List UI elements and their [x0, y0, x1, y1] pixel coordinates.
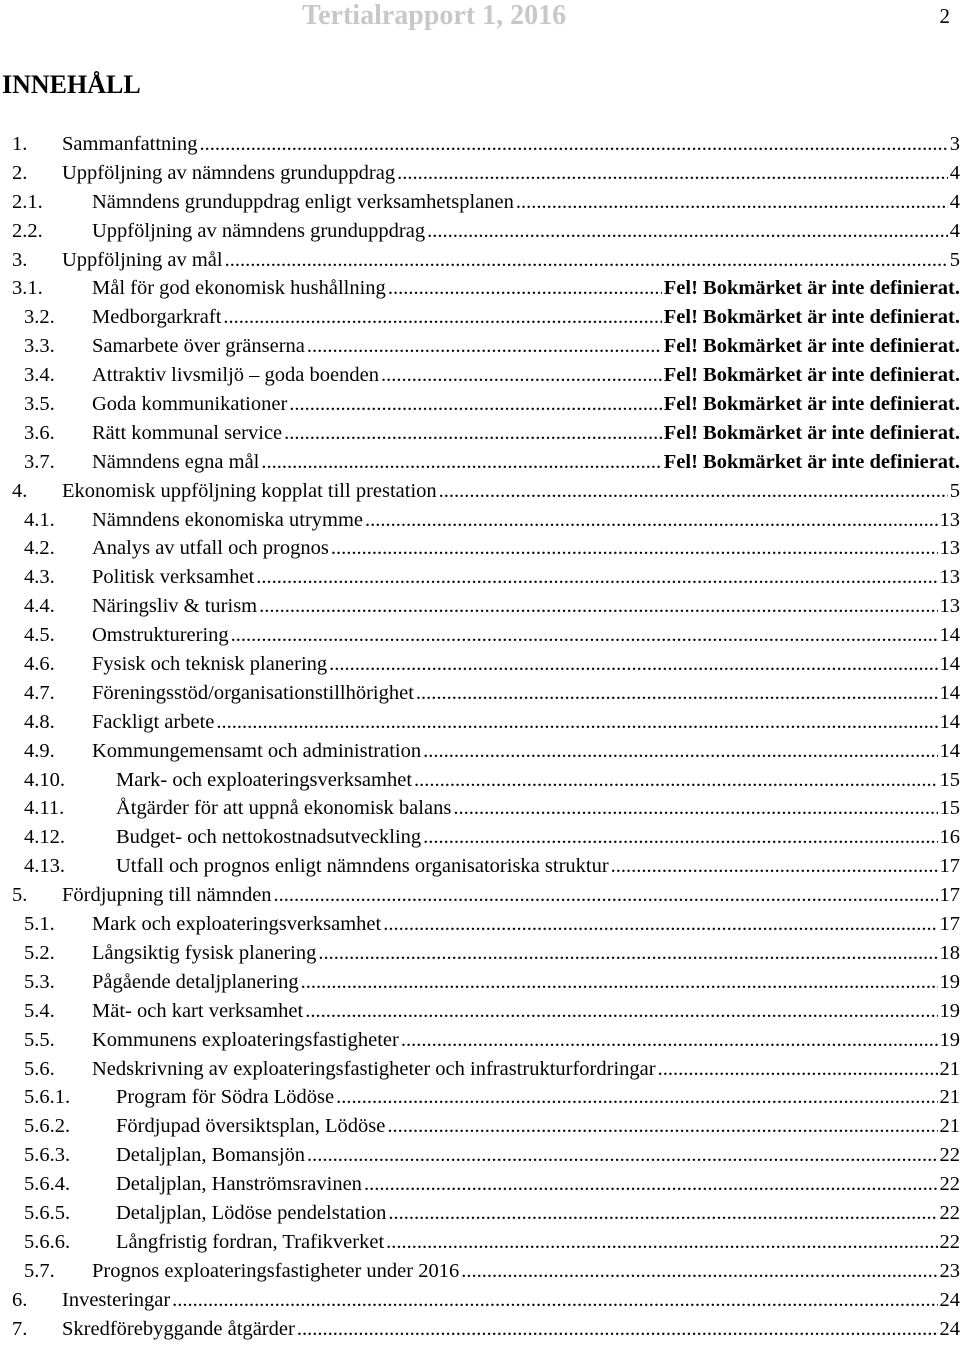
toc-entry-number: 4.9.	[24, 739, 55, 762]
toc-entry[interactable]	[0, 794, 960, 823]
report-title: Tertialrapport 1, 2016	[302, 0, 567, 31]
toc-entry-number: 3.1.	[12, 277, 43, 300]
toc-entry[interactable]	[0, 1112, 960, 1141]
dot-leader	[216, 708, 937, 737]
toc-entry-number: 3.5.	[24, 393, 55, 416]
dot-leader	[297, 1315, 938, 1344]
toc-entry-page: 4	[949, 219, 960, 242]
toc-entry[interactable]	[0, 1286, 960, 1315]
toc-entry-title[interactable]: Detaljplan, Hanströmsravinen	[116, 1173, 362, 1196]
toc-entry-title[interactable]: Detaljplan, Lödöse pendelstation	[116, 1201, 387, 1224]
toc-entry[interactable]	[0, 939, 960, 968]
toc-entry-title[interactable]: Pågående detaljplanering	[92, 970, 299, 993]
dot-leader	[331, 534, 938, 563]
toc-entry-page: 3	[949, 133, 960, 155]
toc-entry-title[interactable]: Nämndens grunduppdrag enligt verksamhetsplanen	[92, 190, 514, 213]
toc-entry-page: 15	[939, 768, 960, 791]
toc-entry-number: 4.1.	[24, 508, 55, 531]
toc-entry[interactable]	[0, 737, 960, 766]
toc-entry-page: 22	[939, 1230, 960, 1253]
toc-entry[interactable]	[0, 130, 960, 159]
toc-entry-page: 22	[939, 1201, 960, 1224]
toc-entry-number: 3.6.	[24, 421, 55, 444]
toc-entry-title[interactable]: Långsiktig fysisk planering	[92, 941, 317, 964]
dot-leader	[423, 737, 937, 766]
toc-entry[interactable]	[0, 506, 960, 535]
toc-entry-title[interactable]: Attraktiv livsmiljö – goda boenden	[92, 364, 379, 387]
toc-entry-title[interactable]: Näringsliv & turism	[92, 595, 258, 618]
toc-entry-page: 13	[939, 537, 960, 560]
toc-entry[interactable]	[0, 217, 960, 246]
toc-entry-number: 4.12.	[24, 826, 65, 849]
dot-leader	[461, 1257, 937, 1286]
toc-entry-number: 2.	[12, 161, 28, 184]
toc-entry-number: 4.8.	[24, 710, 55, 733]
toc-entry[interactable]	[0, 621, 960, 650]
toc-entry[interactable]	[0, 592, 960, 621]
dot-leader	[611, 852, 938, 881]
toc-entry-number: 5.3.	[24, 970, 55, 993]
dot-leader	[387, 1112, 937, 1141]
dot-leader	[658, 1055, 938, 1084]
toc-entry[interactable]	[0, 534, 960, 563]
toc-entry[interactable]	[0, 448, 960, 477]
dot-leader	[256, 563, 937, 592]
dot-leader	[329, 650, 937, 679]
toc-entry-title[interactable]: Investeringar	[62, 1288, 171, 1311]
dot-leader	[453, 794, 937, 823]
toc-entry-page: 4	[949, 190, 960, 213]
toc-entry-page: 21	[939, 1115, 960, 1138]
toc-entry[interactable]	[0, 1315, 960, 1344]
toc-entry-page: 15	[939, 797, 960, 820]
toc-entry-title[interactable]: Kommunens exploateringsfastigheter	[92, 1028, 399, 1051]
toc-entry-title[interactable]: Prognos exploateringsfastigheter under 2016	[92, 1259, 460, 1282]
toc-entry-title[interactable]: Uppföljning av nämndens grunduppdrag	[92, 219, 426, 242]
toc-entry[interactable]	[0, 1141, 960, 1170]
toc-entry[interactable]	[0, 823, 960, 852]
toc-entry-bookmark-error: Fel! Bokmärket är inte definierat.	[663, 335, 960, 358]
toc-entry-page: 19	[939, 999, 960, 1022]
toc-entry-title[interactable]: Föreningsstöd/organisationstillhörighet	[92, 681, 414, 704]
toc-entry-title[interactable]: Medborgarkraft	[92, 306, 222, 329]
toc-entry[interactable]	[0, 881, 960, 910]
toc-entry[interactable]	[0, 708, 960, 737]
toc-entry-title[interactable]: Utfall och prognos enligt nämndens organisatoriska struktur	[116, 855, 609, 878]
toc-entry-bookmark-error: Fel! Bokmärket är inte definierat.	[663, 421, 960, 444]
toc-entry-number: 3.	[12, 248, 28, 271]
toc-entry-title[interactable]: Omstrukturering	[92, 624, 229, 647]
toc-entry-title[interactable]: Budget- och nettokostnadsutveckling	[116, 826, 422, 849]
toc-entry-page: 5	[949, 248, 960, 271]
toc-heading: INNEHÅLL	[2, 70, 141, 99]
toc-entry-number: 2.2.	[12, 219, 43, 242]
toc-entry-number: 5.2.	[24, 941, 55, 964]
toc-entry-number: 2.1.	[12, 190, 43, 213]
toc-entry-title[interactable]: Fördjupad översiktsplan, Lödöse	[116, 1115, 386, 1138]
toc-entry-title[interactable]: Nämndens egna mål	[92, 450, 260, 473]
toc-entry-page: 14	[939, 653, 960, 676]
toc-entry-page: 13	[939, 566, 960, 589]
toc-entry-title[interactable]: Uppföljning av mål	[62, 248, 223, 271]
toc-entry[interactable]	[0, 1228, 960, 1257]
dot-leader	[388, 1199, 937, 1228]
toc-entry-title[interactable]: Kommungemensamt och administration	[92, 739, 422, 762]
toc-entry-number: 4.13.	[24, 855, 65, 878]
toc-entry[interactable]	[0, 650, 960, 679]
dot-leader	[386, 1228, 937, 1257]
dot-leader	[200, 130, 948, 159]
toc-entry-page: 21	[939, 1086, 960, 1109]
toc-entry-title[interactable]: Mål för god ekonomisk hushållning	[92, 277, 386, 300]
dot-leader	[259, 592, 937, 621]
toc-entry-number: 3.3.	[24, 335, 55, 358]
toc-entry-page: 4	[949, 161, 960, 184]
toc-entry-title[interactable]: Detaljplan, Bomansjön	[116, 1144, 306, 1167]
toc-entry[interactable]	[0, 563, 960, 592]
toc-entry-number: 1.	[12, 133, 28, 155]
toc-entry-number: 5.6.1.	[24, 1086, 71, 1109]
toc-entry[interactable]	[0, 910, 960, 939]
toc-entry-number: 5.6.3.	[24, 1144, 71, 1167]
toc-entry-number: 5.6.	[24, 1057, 55, 1080]
toc-entry-page: 13	[939, 595, 960, 618]
page-number: 2	[939, 4, 950, 28]
toc-entry-number: 5.4.	[24, 999, 55, 1022]
toc-entry[interactable]	[0, 159, 960, 188]
toc-entry-number: 5.5.	[24, 1028, 55, 1051]
toc-entry-title[interactable]: Nämndens ekonomiska utrymme	[92, 508, 364, 531]
toc-entry-page: 22	[939, 1144, 960, 1167]
toc-entry-page: 14	[939, 624, 960, 647]
dot-leader	[289, 390, 661, 419]
toc-entry-page: 16	[939, 826, 960, 849]
toc-entry-page: 19	[939, 970, 960, 993]
toc-entry-number: 5.6.2.	[24, 1115, 71, 1138]
dot-leader	[284, 419, 662, 448]
toc-entry-title[interactable]: Fördjupning till nämnden	[62, 884, 272, 907]
toc-entry[interactable]	[0, 1055, 960, 1084]
toc-entry-bookmark-error: Fel! Bokmärket är inte definierat.	[663, 450, 960, 473]
toc-entry-number: 6.	[12, 1288, 28, 1311]
toc-entry-page: 24	[939, 1288, 960, 1311]
dot-leader	[401, 1026, 938, 1055]
dot-leader	[423, 823, 937, 852]
toc-entry-bookmark-error: Fel! Bokmärket är inte definierat.	[663, 306, 960, 329]
toc-entry-number: 3.7.	[24, 450, 55, 473]
toc-entry[interactable]	[0, 1170, 960, 1199]
toc-entry-number: 4.6.	[24, 653, 55, 676]
toc-entry-number: 4.7.	[24, 681, 55, 704]
toc-entry-title[interactable]: Fackligt arbete	[92, 710, 215, 733]
toc-entry[interactable]	[0, 332, 960, 361]
toc-entry-page: 18	[939, 941, 960, 964]
toc-entry[interactable]	[0, 852, 960, 881]
dot-leader	[416, 679, 938, 708]
toc-entry-page: 17	[939, 855, 960, 878]
toc-entry[interactable]	[0, 679, 960, 708]
dot-leader	[172, 1286, 937, 1315]
toc-entry-number: 4.4.	[24, 595, 55, 618]
dot-leader	[516, 188, 948, 217]
toc-entry[interactable]	[0, 274, 960, 303]
dot-leader	[223, 303, 661, 332]
toc-entry-number: 5.	[12, 884, 28, 907]
toc-entry[interactable]	[0, 303, 960, 332]
dot-leader	[305, 997, 937, 1026]
toc-entry-page: 14	[939, 739, 960, 762]
toc-entry-title[interactable]: Ekonomisk uppföljning kopplat till prestation	[62, 479, 437, 502]
dot-leader	[364, 1170, 938, 1199]
dot-leader	[231, 621, 938, 650]
dot-leader	[336, 1083, 937, 1112]
toc-entry-number: 4.11.	[24, 797, 65, 820]
dot-leader	[414, 766, 937, 795]
toc-entry[interactable]	[0, 477, 960, 506]
dot-leader	[301, 968, 938, 997]
dot-leader	[365, 506, 937, 535]
toc-entry-page: 17	[939, 884, 960, 907]
toc-entry[interactable]	[0, 1026, 960, 1055]
toc-entry-title[interactable]: Samarbete över gränserna	[92, 335, 305, 358]
toc-entry-page: 5	[949, 479, 960, 502]
toc-entry-title[interactable]: Sammanfattning	[62, 133, 198, 155]
toc-entry[interactable]	[0, 1083, 960, 1112]
dot-leader	[397, 159, 948, 188]
toc-entry[interactable]	[0, 968, 960, 997]
toc-entry-number: 4.10.	[24, 768, 65, 791]
toc-entry-bookmark-error: Fel! Bokmärket är inte definierat.	[663, 393, 960, 416]
dot-leader	[383, 910, 937, 939]
toc-entry[interactable]	[0, 419, 960, 448]
toc-entry-page: 21	[939, 1057, 960, 1080]
toc-entry[interactable]	[0, 997, 960, 1026]
toc-entry-number: 3.4.	[24, 364, 55, 387]
toc-entry-title[interactable]: Uppföljning av nämndens grunduppdrag	[62, 161, 396, 184]
toc-entry-bookmark-error: Fel! Bokmärket är inte definierat.	[663, 277, 960, 300]
toc-entry[interactable]	[0, 1199, 960, 1228]
dot-leader	[439, 477, 948, 506]
toc-entry-number: 5.1.	[24, 913, 55, 936]
toc-entry[interactable]	[0, 188, 960, 217]
toc-entry-number: 5.6.6.	[24, 1230, 71, 1253]
toc-entry[interactable]	[0, 361, 960, 390]
toc-entry-page: 23	[939, 1259, 960, 1282]
toc-entry-number: 4.5.	[24, 624, 55, 647]
dot-leader	[307, 332, 662, 361]
dot-leader	[274, 881, 938, 910]
toc-entry-title[interactable]: Långfristig fordran, Trafikverket	[116, 1230, 385, 1253]
toc-entry-title[interactable]: Politisk verksamhet	[92, 566, 255, 589]
toc-entry-number: 5.7.	[24, 1259, 55, 1282]
dot-leader	[307, 1141, 937, 1170]
toc-entry-title[interactable]: Skredförebyggande åtgärder	[62, 1317, 295, 1340]
dot-leader	[388, 274, 662, 303]
toc-entry-bookmark-error: Fel! Bokmärket är inte definierat.	[663, 364, 960, 387]
dot-leader	[318, 939, 937, 968]
toc-entry[interactable]	[0, 766, 960, 795]
dot-leader	[381, 361, 662, 390]
dot-leader	[225, 246, 948, 275]
toc-entry-page: 19	[939, 1028, 960, 1051]
toc-entry-title[interactable]: Goda kommunikationer	[92, 393, 288, 416]
toc-entry-title[interactable]: Nedskrivning av exploateringsfastigheter och infrastrukturfordringar	[92, 1057, 656, 1080]
toc-entry-title[interactable]: Mark- och exploateringsverksamhet	[116, 768, 413, 791]
dot-leader	[261, 448, 661, 477]
toc-entry-page: 14	[939, 681, 960, 704]
toc-entry-title[interactable]: Åtgärder för att uppnå ekonomisk balans	[116, 797, 452, 820]
toc-entry-page: 14	[939, 710, 960, 733]
toc-entry[interactable]	[0, 390, 960, 419]
toc-entry-title[interactable]: Mät- och kart verksamhet	[92, 999, 304, 1022]
toc-entry-page: 22	[939, 1173, 960, 1196]
toc-entry-title[interactable]: Fysisk och teknisk planering	[92, 653, 328, 676]
toc-entry-number: 7.	[12, 1317, 28, 1340]
toc-entry-number: 4.3.	[24, 566, 55, 589]
table-of-contents	[0, 130, 960, 1343]
toc-entry[interactable]	[0, 1257, 960, 1286]
toc-entry-page: 24	[939, 1317, 960, 1340]
toc-entry-number: 5.6.4.	[24, 1173, 71, 1196]
toc-entry-number: 5.6.5.	[24, 1201, 71, 1224]
toc-entry[interactable]	[0, 246, 960, 275]
toc-entry-number: 4.2.	[24, 537, 55, 560]
toc-entry-number: 3.2.	[24, 306, 55, 329]
toc-entry-title[interactable]: Analys av utfall och prognos	[92, 537, 329, 560]
toc-entry-title[interactable]: Rätt kommunal service	[92, 421, 283, 444]
dot-leader	[427, 217, 948, 246]
toc-entry-title[interactable]: Mark och exploateringsverksamhet	[92, 913, 382, 936]
toc-entry-page: 17	[939, 913, 960, 936]
toc-entry-page: 13	[939, 508, 960, 531]
toc-entry-title[interactable]: Program för Södra Lödöse	[116, 1086, 335, 1109]
toc-entry-number: 4.	[12, 479, 28, 502]
